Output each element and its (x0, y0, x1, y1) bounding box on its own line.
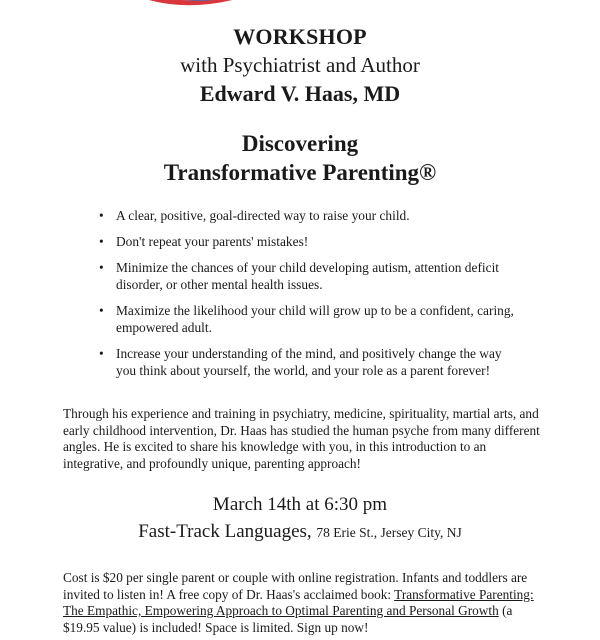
venue-address: 78 Erie St., Jersey City, NJ (316, 525, 462, 540)
list-item-text: Minimize the chances of your child developing autism, attention deficit disorder, or other mental health issues. (116, 260, 500, 292)
logo-swoosh-red (128, 0, 238, 3)
event-date: March 14th at 6:30 pm (212, 494, 388, 515)
author-name: Edward V. Haas, MD (199, 81, 401, 106)
bullet-icon: • (99, 234, 104, 249)
subtitle-line: with Psychiatrist and Author (180, 53, 420, 77)
list-item (96, 233, 516, 250)
list-item (96, 302, 516, 336)
bullet-icon: • (99, 346, 104, 361)
workshop-heading: WORKSHOP (233, 24, 367, 49)
list-item-text: Increase your understanding of the mind, and positively change the way you think about yourself, the world, and your role as a parent forever! (116, 346, 502, 378)
book-title: Transformative Parenting: The Empathic, Empowering Approach to Optimal Parenting and Personal Growth (63, 586, 534, 618)
list-item-text: A clear, positive, goal-directed way to raise your child. (116, 208, 410, 223)
list-item-text: Don't repeat your parents' mistakes! (116, 234, 309, 249)
venue-name: Fast-Track Languages, (138, 521, 312, 542)
bullet-icon: • (99, 260, 104, 275)
event-title-line1: Discovering (241, 131, 359, 156)
cost-paragraph (63, 570, 541, 636)
organization-logo (118, 0, 488, 12)
event-title-line2: Transformative Parenting® (163, 160, 437, 185)
bullet-icon: • (99, 303, 104, 318)
cost-text-end: (a $19.95 value) is included! Space is limited. Sign up now! (63, 603, 513, 635)
list-item (96, 345, 516, 379)
cost-text: Cost is $20 per single parent or couple with online registration. Infants and toddlers are invited to listen in! A free copy of Dr. Haas's acclaimed book: (63, 570, 528, 602)
description-paragraph: Through his experience and training in psychiatry, medicine, spirituality, martial arts, and early childhood intervention, Dr. Haas has studied the human psyche from many different angles. He is excited to share his knowledge with you, in this introduction to an integrative, and profoundly unique, parenting approach! (63, 406, 540, 471)
list-item (96, 259, 516, 293)
list-item-text: Maximize the likelihood your child will grow up to be a confident, caring, empowered adult. (116, 303, 514, 335)
event-venue (0, 521, 600, 543)
list-item (96, 207, 516, 224)
bullet-icon: • (99, 208, 104, 223)
benefits-list (96, 207, 516, 388)
